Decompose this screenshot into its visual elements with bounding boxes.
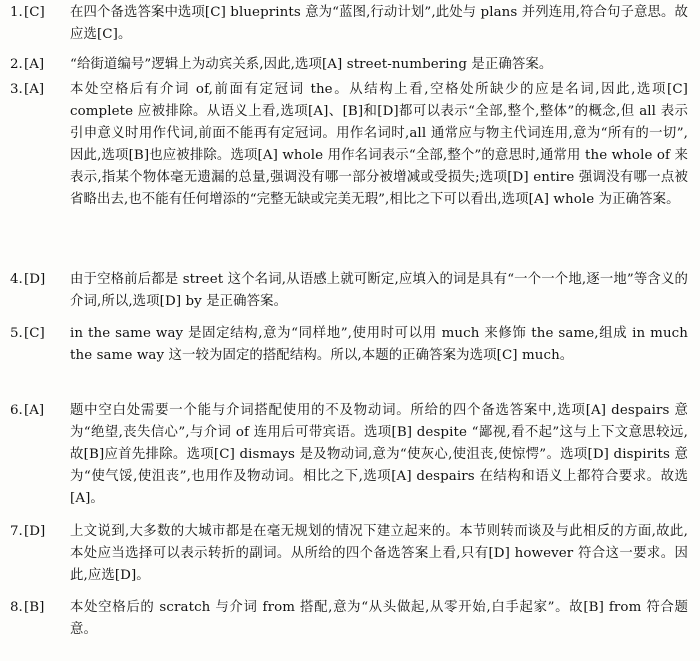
- explanation-item-6: [4, 400, 688, 510]
- item-explanation: 本处空格后有介词 of,前面有定冠词 the。从结构上看,空格处所缺少的应是名词,因此,选项[C] complete 应被排除。从语义上看,选项[A]、[B]和[D]都可以表示“全部,整个,整体”的概念,但 all 表示引申意义时用作代词,前面不能再有定冠词。用作名词时,all 通常应与物主代词连用,意为“所有的一切”,因此,选项[B]也应被排除。选项[A] whole 用作名词表示“全部,整个”的意思时,通常用 the whole of 来表示,指某个物体毫无遗漏的总量,强调没有哪一部分被增减或受损失;选项[D] entire 强调没有哪一点被省略出去,也不能有任何增添的“完整无缺或完美无瑕”,相比之下可以看出,选项[A] whole 为正确答案。: [70, 82, 688, 207]
- item-number: 5.: [10, 326, 23, 341]
- item-explanation: 本处空格后的 scratch 与介词 from 搭配,意为“从头做起,从零开始,白手起家”。故[B] from 符合题意。: [70, 600, 688, 637]
- explanation-item-7: [4, 521, 688, 587]
- item-answer: [B]: [24, 600, 45, 615]
- item-number: 2.: [10, 57, 23, 72]
- item-answer: [C]: [24, 326, 45, 341]
- explanation-item-1: [4, 2, 688, 46]
- item-number: 3.: [10, 82, 23, 97]
- item-explanation: 在四个备选答案中选项[C] blueprints 意为“蓝图,行动计划”,此处与 plans 并列连用,符合句子意思。故应选[C]。: [70, 5, 688, 42]
- item-answer: [A]: [24, 82, 45, 97]
- item-explanation: 由于空格前后都是 street 这个名词,从语感上就可断定,应填入的词是具有“一个一个地,逐一地”等含义的介词,所以,选项[D] by 是正确答案。: [70, 272, 688, 309]
- item-number: 6.: [10, 403, 23, 418]
- item-explanation: 题中空白处需要一个能与介词搭配使用的不及物动词。所给的四个备选答案中,选项[A] despairs 意为“绝望,丧失信心”,与介词 of 连用后可带宾语。选项[B] despite “鄙视,看不起”这与上下文意思较远,故[B]应首先排除。选项[C] dismays 是及物动词,意为“使灰心,使沮丧,使惊愕”。选项[D] dispirits 意为“使气馁,使沮丧”,也用作及物动词。相比之下,选项[A] despairs 在结构和语义上都符合要求。故选[A]。: [70, 403, 688, 506]
- item-answer: [C]: [24, 5, 45, 20]
- explanation-item-8: [4, 597, 688, 641]
- item-answer: [A]: [24, 57, 45, 72]
- item-number: 8.: [10, 600, 23, 615]
- explanation-item-4: [4, 269, 688, 313]
- item-explanation: 上文说到,大多数的大城市都是在毫无规划的情况下建立起来的。本节则转而谈及与此相反的方面,故此,本处应当选择可以表示转折的副词。从所给的四个备选答案上看,只有[D] however 符合这一要求。因此,应选[D]。: [70, 524, 688, 583]
- item-answer: [D]: [24, 524, 46, 539]
- explanation-item-3: [4, 79, 688, 210]
- item-explanation: “给街道编号”逻辑上为动宾关系,因此,选项[A] street-numbering 是正确答案。: [70, 57, 553, 72]
- item-answer: [D]: [24, 272, 46, 287]
- explanation-item-5: [4, 323, 688, 367]
- item-answer: [A]: [24, 403, 45, 418]
- item-explanation: in the same way 是固定结构,意为“同样地”,使用时可以用 much 来修饰 the same,组成 in much the same way 这一较为固定的搭配结构。所以,本题的正确答案为选项[C] much。: [70, 326, 688, 363]
- item-number: 1.: [10, 5, 23, 20]
- item-number: 7.: [10, 524, 23, 539]
- explanation-item-2: [4, 54, 688, 76]
- item-number: 4.: [10, 272, 23, 287]
